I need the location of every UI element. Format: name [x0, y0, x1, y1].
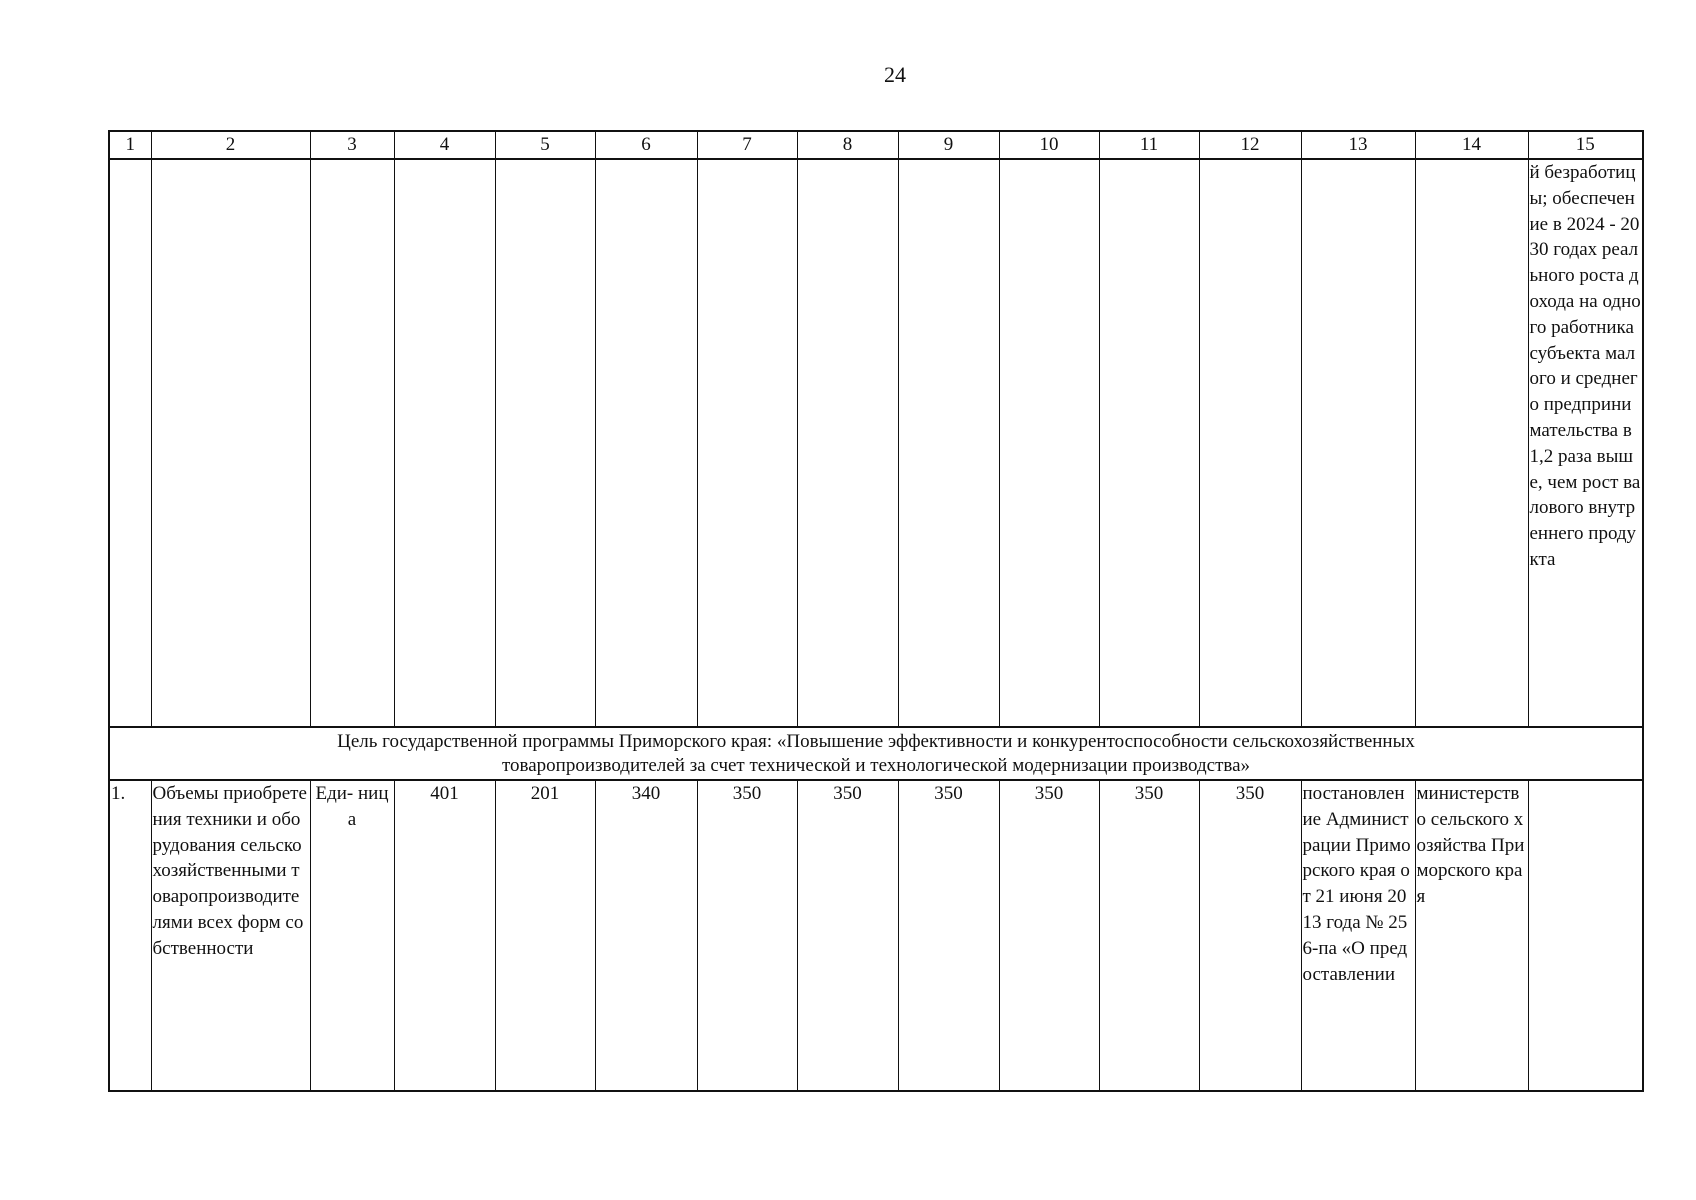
empty-cell [1099, 159, 1199, 727]
unit-of-measure: Еди- ница [310, 780, 394, 1091]
empty-cell [1199, 159, 1301, 727]
program-goal-line-2: товаропроизводителей за счет технической и технологической модернизации производства» [501, 754, 1251, 776]
expected-results-cell: й безработицы; обеспечение в 2024 - 2030 годах реального роста дохода на одного работника субъекта малого и среднего предпринимательства в 1,2 раза выше, чем рост валового внутреннего продукта [1528, 159, 1643, 727]
column-header: 6 [595, 131, 697, 159]
empty-cell [495, 159, 595, 727]
empty-cell [595, 159, 697, 727]
normative-act: постановление Администрации Приморского края от 21 июня 2013 года № 256-па «О предоставлении [1301, 780, 1415, 1091]
empty-cell [394, 159, 495, 727]
program-goal-row [109, 727, 1643, 780]
column-header: 12 [1199, 131, 1301, 159]
page-number: 24 [884, 62, 906, 87]
program-goal-line-1: Цель государственной программы Приморского края: «Повышение эффективности и конкурентоспособности сельскохозяйственных [337, 730, 1415, 752]
empty-cell [310, 159, 394, 727]
column-header: 2 [151, 131, 310, 159]
indicator-name: Объемы приобретения техники и оборудования сельскохозяйственными товаропроизводителями всех форм собственности [151, 780, 310, 1091]
column-header: 5 [495, 131, 595, 159]
indicator-value: 350 [898, 780, 999, 1091]
program-goal-cell [109, 727, 1643, 780]
indicator-value: 350 [999, 780, 1099, 1091]
empty-cell [1415, 159, 1528, 727]
column-header: 1 [109, 131, 151, 159]
empty-cell [697, 159, 797, 727]
empty-cell [797, 159, 898, 727]
table-row [109, 780, 1643, 1091]
column-header: 7 [697, 131, 797, 159]
empty-cell [1301, 159, 1415, 727]
indicator-value: 201 [495, 780, 595, 1091]
column-header: 8 [797, 131, 898, 159]
row-number: 1. [109, 780, 151, 1091]
empty-cell [151, 159, 310, 727]
column-header: 9 [898, 131, 999, 159]
column-header: 11 [1099, 131, 1199, 159]
indicator-value: 350 [797, 780, 898, 1091]
indicator-value: 350 [1099, 780, 1199, 1091]
column-number-row [109, 131, 1643, 159]
column-header: 3 [310, 131, 394, 159]
responsible-executor: министерство сельского хозяйства Приморского края [1415, 780, 1528, 1091]
expected-results-cell [1528, 780, 1643, 1091]
column-header: 14 [1415, 131, 1528, 159]
continued-row [109, 159, 1643, 727]
empty-cell [109, 159, 151, 727]
empty-cell [999, 159, 1099, 727]
column-header: 10 [999, 131, 1099, 159]
indicator-value: 350 [1199, 780, 1301, 1091]
indicators-table [108, 130, 1644, 1092]
empty-cell [898, 159, 999, 727]
indicator-value: 340 [595, 780, 697, 1091]
column-header: 13 [1301, 131, 1415, 159]
column-header: 15 [1528, 131, 1643, 159]
column-header: 4 [394, 131, 495, 159]
indicator-value: 401 [394, 780, 495, 1091]
indicator-value: 350 [697, 780, 797, 1091]
